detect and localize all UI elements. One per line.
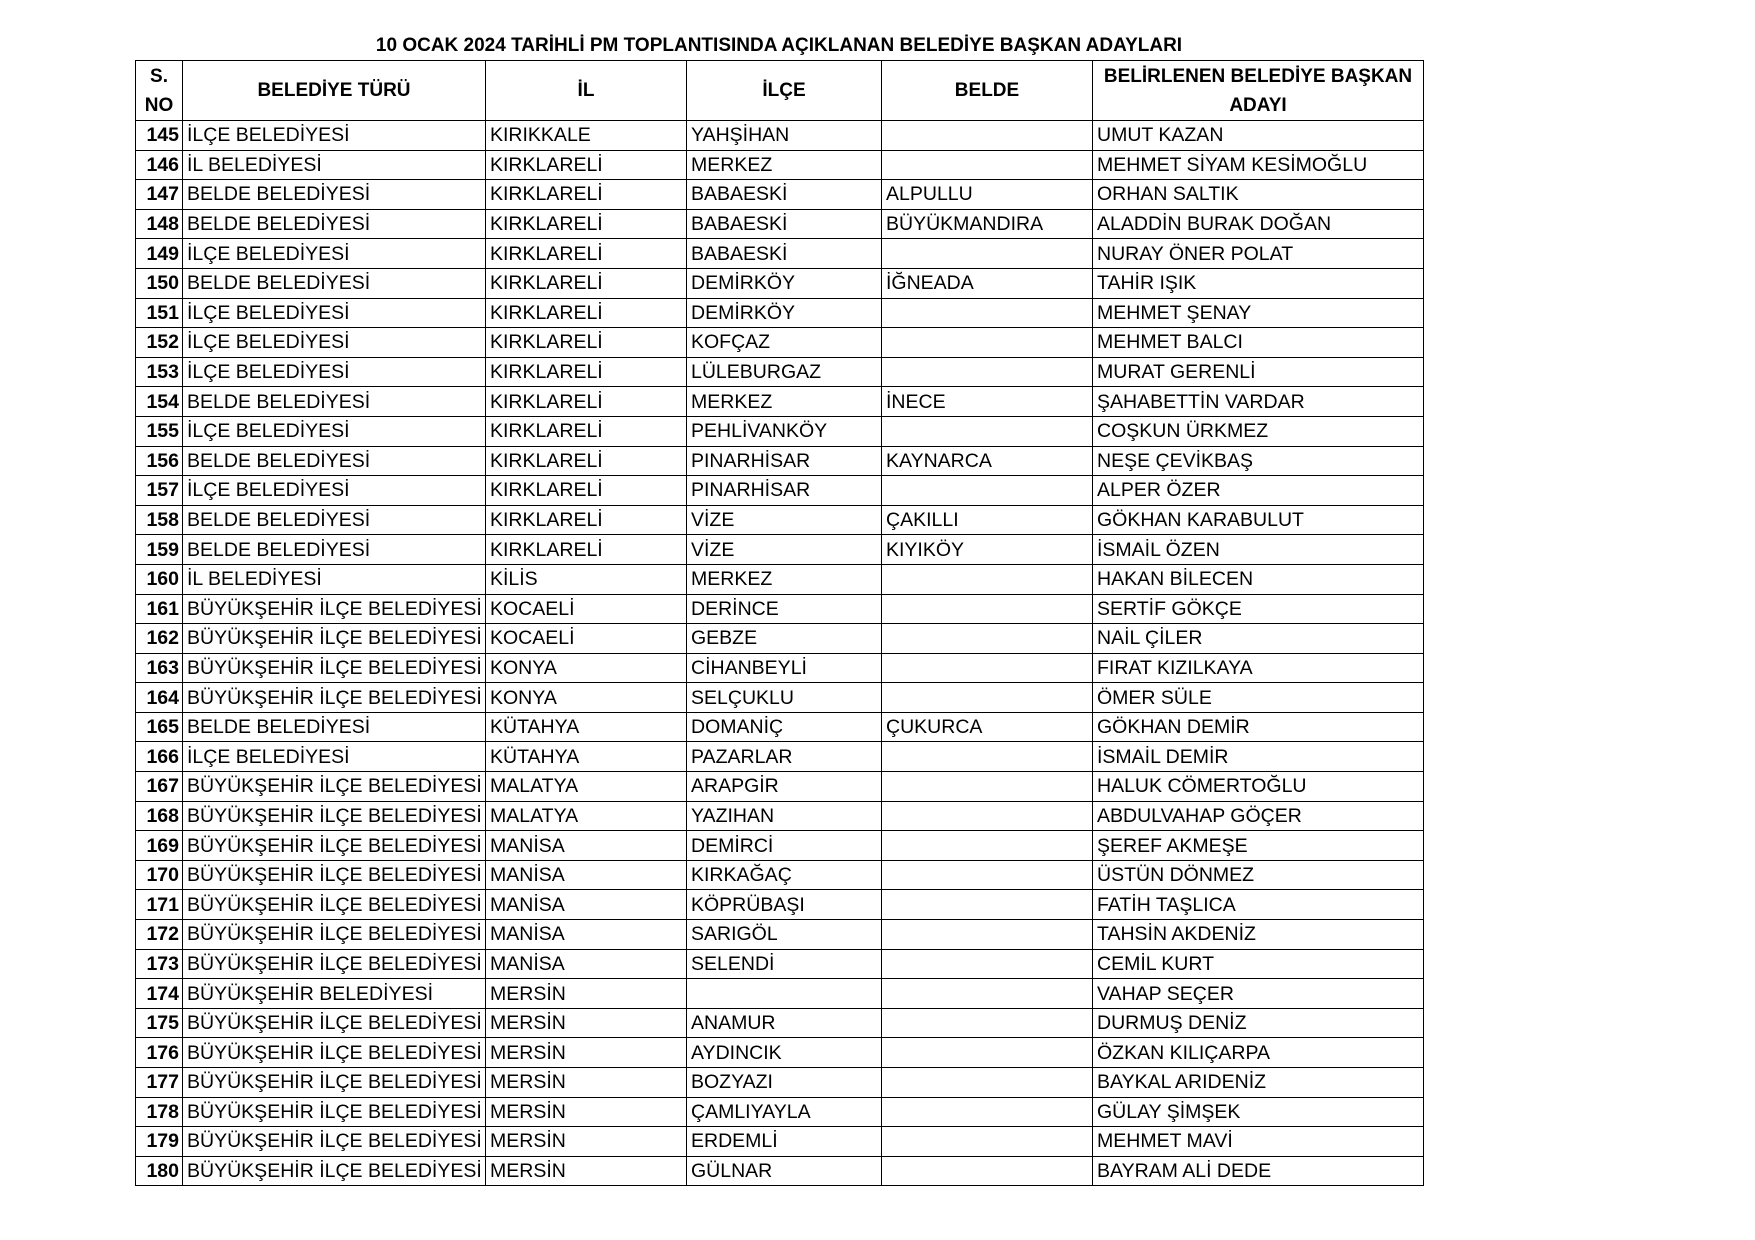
cell-no: 149 — [136, 239, 183, 269]
table-row — [136, 357, 1424, 387]
cell-aday: MEHMET MAVİ — [1093, 1127, 1424, 1157]
cell-no: 155 — [136, 416, 183, 446]
cell-belediye-turu: BELDE BELEDİYESİ — [183, 387, 486, 417]
cell-belde — [882, 949, 1093, 979]
cell-belediye-turu: İLÇE BELEDİYESİ — [183, 742, 486, 772]
cell-belediye-turu: BELDE BELEDİYESİ — [183, 712, 486, 742]
cell-il: KIRKLARELİ — [486, 535, 687, 565]
cell-il: MALATYA — [486, 772, 687, 802]
cell-aday: İSMAİL ÖZEN — [1093, 535, 1424, 565]
cell-aday: ALPER ÖZER — [1093, 476, 1424, 506]
cell-il: KIRKLARELİ — [486, 180, 687, 210]
cell-il: KIRKLARELİ — [486, 209, 687, 239]
table-row — [136, 239, 1424, 269]
cell-il: MERSİN — [486, 1008, 687, 1038]
table-row — [136, 505, 1424, 535]
cell-belediye-turu: BÜYÜKŞEHİR İLÇE BELEDİYESİ — [183, 683, 486, 713]
cell-belediye-turu: BÜYÜKŞEHİR İLÇE BELEDİYESİ — [183, 1097, 486, 1127]
table-row — [136, 1068, 1424, 1098]
cell-belediye-turu: BÜYÜKŞEHİR İLÇE BELEDİYESİ — [183, 949, 486, 979]
cell-ilce: DEMİRKÖY — [687, 298, 882, 328]
cell-il: KONYA — [486, 653, 687, 683]
cell-aday: SERTİF GÖKÇE — [1093, 594, 1424, 624]
cell-belediye-turu: İLÇE BELEDİYESİ — [183, 298, 486, 328]
cell-belediye-turu: İLÇE BELEDİYESİ — [183, 328, 486, 358]
cell-belediye-turu: BELDE BELEDİYESİ — [183, 268, 486, 298]
cell-belde — [882, 328, 1093, 358]
cell-belde — [882, 121, 1093, 151]
cell-belediye-turu: BÜYÜKŞEHİR İLÇE BELEDİYESİ — [183, 624, 486, 654]
cell-aday: COŞKUN ÜRKMEZ — [1093, 416, 1424, 446]
cell-ilce: SARIGÖL — [687, 920, 882, 950]
cell-belde — [882, 1127, 1093, 1157]
cell-belediye-turu: BELDE BELEDİYESİ — [183, 535, 486, 565]
cell-no: 161 — [136, 594, 183, 624]
cell-belde — [882, 831, 1093, 861]
cell-aday: HALUK CÖMERTOĞLU — [1093, 772, 1424, 802]
cell-il: KIRIKKALE — [486, 121, 687, 151]
cell-aday: GÖKHAN KARABULUT — [1093, 505, 1424, 535]
cell-belde — [882, 890, 1093, 920]
cell-ilce: BABAESKİ — [687, 239, 882, 269]
table-row — [136, 831, 1424, 861]
cell-belde: ALPULLU — [882, 180, 1093, 210]
cell-ilce: PEHLİVANKÖY — [687, 416, 882, 446]
table-row — [136, 653, 1424, 683]
cell-il: KIRKLARELİ — [486, 268, 687, 298]
cell-belediye-turu: BÜYÜKŞEHİR İLÇE BELEDİYESİ — [183, 920, 486, 950]
cell-ilce: KÖPRÜBAŞI — [687, 890, 882, 920]
table-row — [136, 1097, 1424, 1127]
cell-belediye-turu: BÜYÜKŞEHİR İLÇE BELEDİYESİ — [183, 801, 486, 831]
cell-il: MANİSA — [486, 831, 687, 861]
cell-il: KIRKLARELİ — [486, 328, 687, 358]
cell-ilce: SELENDİ — [687, 949, 882, 979]
cell-no: 151 — [136, 298, 183, 328]
cell-aday: NEŞE ÇEVİKBAŞ — [1093, 446, 1424, 476]
cell-ilce: GEBZE — [687, 624, 882, 654]
cell-ilce: CİHANBEYLİ — [687, 653, 882, 683]
cell-aday: CEMİL KURT — [1093, 949, 1424, 979]
cell-ilce: ERDEMLİ — [687, 1127, 882, 1157]
cell-aday: NURAY ÖNER POLAT — [1093, 239, 1424, 269]
table-row — [136, 209, 1424, 239]
table-row — [136, 742, 1424, 772]
cell-belde — [882, 920, 1093, 950]
table-row — [136, 1038, 1424, 1068]
cell-aday: TAHİR IŞIK — [1093, 268, 1424, 298]
table-row — [136, 476, 1424, 506]
cell-no: 165 — [136, 712, 183, 742]
cell-il: MERSİN — [486, 1038, 687, 1068]
cell-ilce: MERKEZ — [687, 564, 882, 594]
cell-belediye-turu: BELDE BELEDİYESİ — [183, 505, 486, 535]
cell-belde — [882, 860, 1093, 890]
table-header — [136, 61, 1424, 121]
cell-belediye-turu: BÜYÜKŞEHİR İLÇE BELEDİYESİ — [183, 1038, 486, 1068]
cell-no: 162 — [136, 624, 183, 654]
cell-no: 168 — [136, 801, 183, 831]
table-row — [136, 1156, 1424, 1186]
cell-belde: KAYNARCA — [882, 446, 1093, 476]
cell-aday: UMUT KAZAN — [1093, 121, 1424, 151]
cell-belediye-turu: BÜYÜKŞEHİR İLÇE BELEDİYESİ — [183, 1068, 486, 1098]
cell-belde — [882, 653, 1093, 683]
cell-aday: FATİH TAŞLICA — [1093, 890, 1424, 920]
table-row — [136, 180, 1424, 210]
table-row — [136, 535, 1424, 565]
cell-belde: ÇUKURCA — [882, 712, 1093, 742]
cell-belde — [882, 357, 1093, 387]
cell-aday: ÜSTÜN DÖNMEZ — [1093, 860, 1424, 890]
table-row — [136, 683, 1424, 713]
cell-il: MANİSA — [486, 860, 687, 890]
cell-belediye-turu: BÜYÜKŞEHİR İLÇE BELEDİYESİ — [183, 653, 486, 683]
cell-ilce: MERKEZ — [687, 387, 882, 417]
cell-belde — [882, 772, 1093, 802]
table-body — [136, 121, 1424, 1186]
cell-belde — [882, 150, 1093, 180]
cell-aday: MURAT GERENLİ — [1093, 357, 1424, 387]
cell-il: MERSİN — [486, 1068, 687, 1098]
cell-ilce: GÜLNAR — [687, 1156, 882, 1186]
cell-belediye-turu: BÜYÜKŞEHİR İLÇE BELEDİYESİ — [183, 1156, 486, 1186]
cell-no: 179 — [136, 1127, 183, 1157]
cell-no: 156 — [136, 446, 183, 476]
cell-aday: BAYRAM ALİ DEDE — [1093, 1156, 1424, 1186]
table-row — [136, 920, 1424, 950]
cell-belde — [882, 801, 1093, 831]
cell-il: KIRKLARELİ — [486, 505, 687, 535]
cell-no: 170 — [136, 860, 183, 890]
cell-ilce: LÜLEBURGAZ — [687, 357, 882, 387]
cell-il: KIRKLARELİ — [486, 298, 687, 328]
cell-no: 163 — [136, 653, 183, 683]
cell-no: 157 — [136, 476, 183, 506]
cell-belediye-turu: BÜYÜKŞEHİR İLÇE BELEDİYESİ — [183, 860, 486, 890]
cell-belde: BÜYÜKMANDIRA — [882, 209, 1093, 239]
cell-il: MALATYA — [486, 801, 687, 831]
cell-ilce: BOZYAZI — [687, 1068, 882, 1098]
cell-no: 158 — [136, 505, 183, 535]
header-il: İL — [486, 61, 687, 121]
cell-ilce: VİZE — [687, 505, 882, 535]
cell-ilce: PINARHİSAR — [687, 446, 882, 476]
table-row — [136, 1008, 1424, 1038]
cell-no: 167 — [136, 772, 183, 802]
cell-il: KIRKLARELİ — [486, 416, 687, 446]
cell-aday: HAKAN BİLECEN — [1093, 564, 1424, 594]
cell-ilce: BABAESKİ — [687, 180, 882, 210]
cell-ilce: BABAESKİ — [687, 209, 882, 239]
cell-belediye-turu: İLÇE BELEDİYESİ — [183, 121, 486, 151]
cell-aday: ALADDİN BURAK DOĞAN — [1093, 209, 1424, 239]
cell-no: 146 — [136, 150, 183, 180]
cell-il: KIRKLARELİ — [486, 357, 687, 387]
cell-belde — [882, 1097, 1093, 1127]
cell-il: MERSİN — [486, 1127, 687, 1157]
candidates-table — [135, 60, 1424, 1186]
cell-belde — [882, 683, 1093, 713]
cell-il: KIRKLARELİ — [486, 150, 687, 180]
table-row — [136, 298, 1424, 328]
cell-aday: ÖMER SÜLE — [1093, 683, 1424, 713]
cell-no: 159 — [136, 535, 183, 565]
cell-belde — [882, 624, 1093, 654]
table-row — [136, 121, 1424, 151]
cell-il: KIRKLARELİ — [486, 446, 687, 476]
cell-belediye-turu: İLÇE BELEDİYESİ — [183, 239, 486, 269]
cell-belediye-turu: BÜYÜKŞEHİR İLÇE BELEDİYESİ — [183, 1008, 486, 1038]
cell-il: KONYA — [486, 683, 687, 713]
cell-no: 145 — [136, 121, 183, 151]
cell-ilce: PAZARLAR — [687, 742, 882, 772]
cell-belediye-turu: BELDE BELEDİYESİ — [183, 209, 486, 239]
cell-belde — [882, 239, 1093, 269]
table-row — [136, 328, 1424, 358]
table-row — [136, 890, 1424, 920]
cell-no: 176 — [136, 1038, 183, 1068]
cell-aday: VAHAP SEÇER — [1093, 979, 1424, 1009]
cell-no: 177 — [136, 1068, 183, 1098]
table-row — [136, 712, 1424, 742]
cell-il: KOCAELİ — [486, 594, 687, 624]
cell-ilce: KOFÇAZ — [687, 328, 882, 358]
cell-no: 169 — [136, 831, 183, 861]
cell-ilce: YAHŞİHAN — [687, 121, 882, 151]
cell-ilce: ÇAMLIYAYLA — [687, 1097, 882, 1127]
cell-il: MERSİN — [486, 979, 687, 1009]
cell-aday: MEHMET BALCI — [1093, 328, 1424, 358]
cell-aday: MEHMET SİYAM KESİMOĞLU — [1093, 150, 1424, 180]
table-row — [136, 860, 1424, 890]
cell-aday: BAYKAL ARIDENİZ — [1093, 1068, 1424, 1098]
cell-belediye-turu: BÜYÜKŞEHİR İLÇE BELEDİYESİ — [183, 890, 486, 920]
table-row — [136, 1127, 1424, 1157]
cell-no: 180 — [136, 1156, 183, 1186]
cell-aday: ŞAHABETTİN VARDAR — [1093, 387, 1424, 417]
cell-aday: GÜLAY ŞİMŞEK — [1093, 1097, 1424, 1127]
table-row — [136, 387, 1424, 417]
cell-aday: ABDULVAHAP GÖÇER — [1093, 801, 1424, 831]
cell-ilce: KIRKAĞAÇ — [687, 860, 882, 890]
cell-no: 148 — [136, 209, 183, 239]
cell-no: 171 — [136, 890, 183, 920]
cell-belediye-turu: BÜYÜKŞEHİR İLÇE BELEDİYESİ — [183, 772, 486, 802]
header-row — [136, 61, 1424, 121]
cell-il: KIRKLARELİ — [486, 387, 687, 417]
cell-belde — [882, 1068, 1093, 1098]
table-row — [136, 268, 1424, 298]
cell-belediye-turu: İLÇE BELEDİYESİ — [183, 416, 486, 446]
cell-il: KİLİS — [486, 564, 687, 594]
cell-belediye-turu: İLÇE BELEDİYESİ — [183, 357, 486, 387]
cell-ilce: VİZE — [687, 535, 882, 565]
cell-belde — [882, 476, 1093, 506]
cell-belediye-turu: İL BELEDİYESİ — [183, 150, 486, 180]
cell-no: 166 — [136, 742, 183, 772]
table-row — [136, 564, 1424, 594]
cell-belde — [882, 298, 1093, 328]
cell-belde — [882, 564, 1093, 594]
cell-il: KIRKLARELİ — [486, 239, 687, 269]
cell-belediye-turu: BÜYÜKŞEHİR İLÇE BELEDİYESİ — [183, 831, 486, 861]
cell-il: KOCAELİ — [486, 624, 687, 654]
cell-ilce: ANAMUR — [687, 1008, 882, 1038]
cell-aday: ŞEREF AKMEŞE — [1093, 831, 1424, 861]
table-row — [136, 949, 1424, 979]
cell-belde: İĞNEADA — [882, 268, 1093, 298]
cell-no: 150 — [136, 268, 183, 298]
cell-belde — [882, 594, 1093, 624]
cell-ilce: DOMANİÇ — [687, 712, 882, 742]
cell-no: 160 — [136, 564, 183, 594]
cell-belediye-turu: BELDE BELEDİYESİ — [183, 446, 486, 476]
cell-ilce: DERİNCE — [687, 594, 882, 624]
header-belediye-turu: BELEDİYE TÜRÜ — [183, 61, 486, 121]
cell-belde — [882, 1038, 1093, 1068]
cell-belde — [882, 742, 1093, 772]
cell-belde: İNECE — [882, 387, 1093, 417]
table-row — [136, 594, 1424, 624]
cell-aday: ORHAN SALTIK — [1093, 180, 1424, 210]
cell-aday: İSMAİL DEMİR — [1093, 742, 1424, 772]
table-row — [136, 801, 1424, 831]
cell-no: 147 — [136, 180, 183, 210]
cell-ilce: AYDINCIK — [687, 1038, 882, 1068]
header-aday: BELİRLENEN BELEDİYE BAŞKAN ADAYI — [1093, 61, 1424, 121]
cell-no: 174 — [136, 979, 183, 1009]
cell-aday: NAİL ÇİLER — [1093, 624, 1424, 654]
cell-aday: DURMUŞ DENİZ — [1093, 1008, 1424, 1038]
cell-no: 172 — [136, 920, 183, 950]
cell-il: MANİSA — [486, 920, 687, 950]
cell-belediye-turu: BÜYÜKŞEHİR İLÇE BELEDİYESİ — [183, 1127, 486, 1157]
cell-belediye-turu: BELDE BELEDİYESİ — [183, 180, 486, 210]
cell-ilce: PINARHİSAR — [687, 476, 882, 506]
cell-ilce: MERKEZ — [687, 150, 882, 180]
cell-aday: FIRAT KIZILKAYA — [1093, 653, 1424, 683]
cell-il: KÜTAHYA — [486, 712, 687, 742]
cell-no: 153 — [136, 357, 183, 387]
cell-no: 164 — [136, 683, 183, 713]
cell-ilce: DEMİRKÖY — [687, 268, 882, 298]
cell-belde: KIYIKÖY — [882, 535, 1093, 565]
document-title: 10 OCAK 2024 TARİHLİ PM TOPLANTISINDA AÇIKLANAN BELEDİYE BAŞKAN ADAYLARI — [375, 35, 1183, 56]
header-belde: BELDE — [882, 61, 1093, 121]
cell-belediye-turu: İLÇE BELEDİYESİ — [183, 476, 486, 506]
cell-no: 173 — [136, 949, 183, 979]
table-row — [136, 446, 1424, 476]
cell-il: MERSİN — [486, 1156, 687, 1186]
cell-belde — [882, 416, 1093, 446]
cell-aday: ÖZKAN KILIÇARPA — [1093, 1038, 1424, 1068]
cell-ilce: ARAPGİR — [687, 772, 882, 802]
cell-belediye-turu: BÜYÜKŞEHİR BELEDİYESİ — [183, 979, 486, 1009]
cell-no: 152 — [136, 328, 183, 358]
table-row — [136, 150, 1424, 180]
cell-ilce: YAZIHAN — [687, 801, 882, 831]
cell-belde — [882, 1156, 1093, 1186]
cell-il: MANİSA — [486, 949, 687, 979]
cell-no: 154 — [136, 387, 183, 417]
cell-il: KÜTAHYA — [486, 742, 687, 772]
cell-belediye-turu: İL BELEDİYESİ — [183, 564, 486, 594]
cell-aday: TAHSİN AKDENİZ — [1093, 920, 1424, 950]
cell-aday: MEHMET ŞENAY — [1093, 298, 1424, 328]
cell-aday: GÖKHAN DEMİR — [1093, 712, 1424, 742]
cell-belde — [882, 1008, 1093, 1038]
cell-belde — [882, 979, 1093, 1009]
table-row — [136, 979, 1424, 1009]
cell-il: MANİSA — [486, 890, 687, 920]
cell-no: 178 — [136, 1097, 183, 1127]
cell-ilce: SELÇUKLU — [687, 683, 882, 713]
table-row — [136, 624, 1424, 654]
table-row — [136, 416, 1424, 446]
cell-no: 175 — [136, 1008, 183, 1038]
cell-belde: ÇAKILLI — [882, 505, 1093, 535]
cell-il: KIRKLARELİ — [486, 476, 687, 506]
header-ilce: İLÇE — [687, 61, 882, 121]
cell-ilce: DEMİRCİ — [687, 831, 882, 861]
header-no: S. NO — [136, 61, 183, 121]
cell-belediye-turu: BÜYÜKŞEHİR İLÇE BELEDİYESİ — [183, 594, 486, 624]
cell-il: MERSİN — [486, 1097, 687, 1127]
cell-ilce — [687, 979, 882, 1009]
table-row — [136, 772, 1424, 802]
